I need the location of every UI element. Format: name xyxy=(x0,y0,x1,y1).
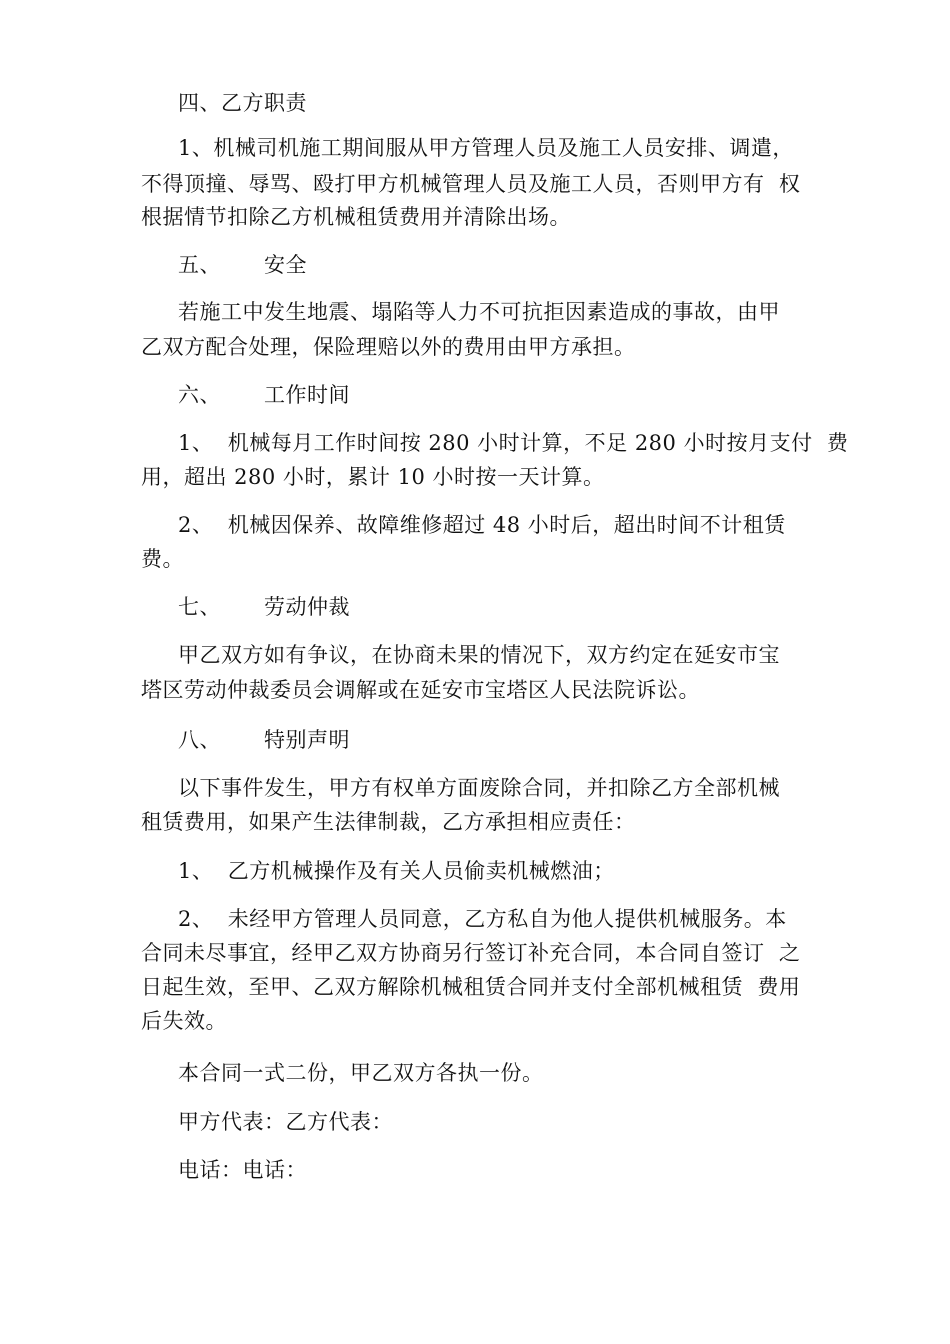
paragraph-line: 若施工中发生地震、塌陷等人力不可抗拒因素造成的事故，由甲 xyxy=(178,300,780,324)
representatives-line: 甲方代表：乙方代表： xyxy=(178,1110,393,1134)
paragraph-line: 租赁费用，如果产生法律制裁，乙方承担相应责任： xyxy=(141,810,636,834)
section-heading: 四、乙方职责 xyxy=(178,91,307,115)
paragraph-line: 1、 机械每月工作时间按 280 小时计算，不足 280 小时按月支付 费 xyxy=(178,431,849,455)
section-heading: 八、 特别声明 xyxy=(178,728,351,752)
paragraph-line: 根据情节扣除乙方机械租赁费用并清除出场。 xyxy=(141,205,571,229)
paragraph-line: 甲乙双方如有争议，在协商未果的情况下，双方约定在延安市宝 xyxy=(178,643,780,667)
paragraph-line: 2、 未经甲方管理人员同意，乙方私自为他人提供机械服务。本 xyxy=(178,907,787,931)
paragraph-line: 费。 xyxy=(141,547,184,571)
section-heading: 六、 工作时间 xyxy=(178,383,351,407)
paragraph-line: 日起生效，至甲、乙双方解除机械租赁合同并支付全部机械租赁 费用 xyxy=(141,975,801,999)
paragraph-line: 后失效。 xyxy=(141,1009,227,1033)
paragraph-line: 以下事件发生，甲方有权单方面废除合同，并扣除乙方全部机械 xyxy=(178,776,780,800)
paragraph-line: 乙双方配合处理，保险理赔以外的费用由甲方承担。 xyxy=(141,335,636,359)
paragraph-line: 1、机械司机施工期间服从甲方管理人员及施工人员安排、调遣， xyxy=(178,136,794,160)
section-heading: 七、 劳动仲裁 xyxy=(178,595,351,619)
paragraph-line: 1、 乙方机械操作及有关人员偷卖机械燃油； xyxy=(178,859,615,883)
phone-line: 电话：电话： xyxy=(178,1158,307,1182)
copies-statement: 本合同一式二份，甲乙双方各执一份。 xyxy=(178,1061,544,1085)
paragraph-line: 2、 机械因保养、故障维修超过 48 小时后，超出时间不计租赁 xyxy=(178,513,786,537)
paragraph-line: 塔区劳动仲裁委员会调解或在延安市宝塔区人民法院诉讼。 xyxy=(141,678,700,702)
paragraph-line: 不得顶撞、辱骂、殴打甲方机械管理人员及施工人员，否则甲方有 权 xyxy=(141,172,801,196)
section-heading: 五、 安全 xyxy=(178,253,308,277)
paragraph-line: 合同未尽事宜，经甲乙双方协商另行签订补充合同，本合同自签订 之 xyxy=(141,941,801,965)
paragraph-line: 用，超出 280 小时，累计 10 小时按一天计算。 xyxy=(141,465,605,489)
